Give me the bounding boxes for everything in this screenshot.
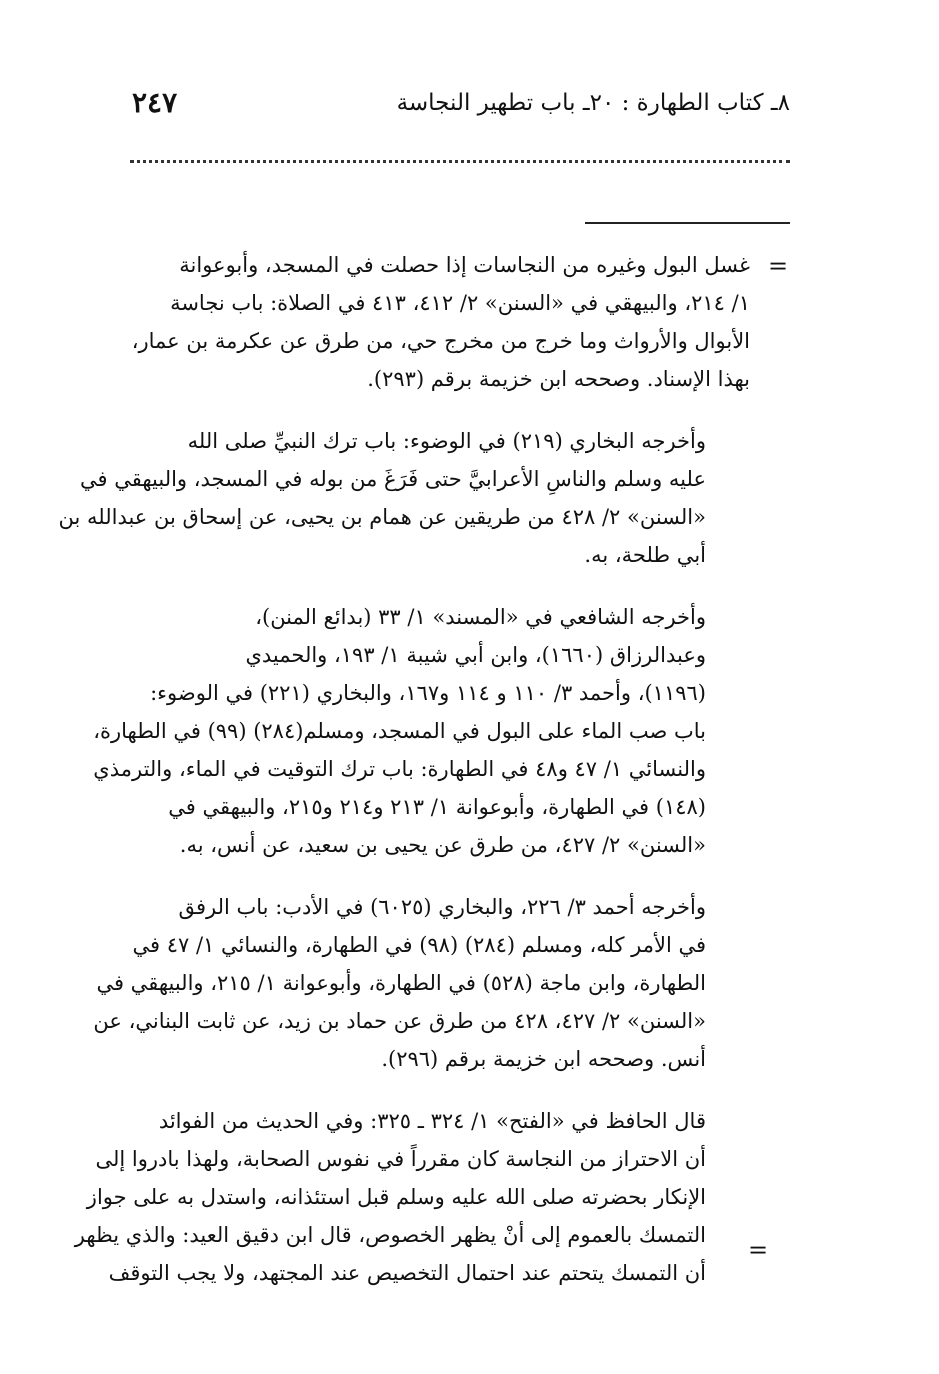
text-line: وعبدالرزاق (١٦٦٠)، وابن أبي شيبة ١/ ١٩٣، والحميدي [245,643,706,667]
text-line: قال الحافظ في «الفتح» ١/ ٣٢٤ ـ ٣٢٥: وفي الحديث من الفوائد [158,1109,706,1133]
text-line: وأخرجه البخاري (٢١٩) في الوضوء: باب ترك النبيِّ صلى الله [187,429,706,453]
text-line: وأخرجه أحمد ٣/ ٢٢٦، والبخاري (٦٠٢٥) في الأدب: باب الرفق [178,895,706,919]
text-line: (١١٩٦)، وأحمد ٣/ ١١٠ و ١١٤ و١٦٧، والبخاري (٢٢١) في الوضوء: [150,681,706,705]
page-number: ٢٤٧ [132,86,178,119]
running-title: ٨ـ كتاب الطهارة : ٢٠ـ باب تطهير النجاسة [396,90,790,116]
paragraph-4 [93,888,750,1078]
page-header [120,82,790,132]
paragraph-1 [130,246,750,398]
text-line: أن الاحتراز من النجاسة كان مقرراً في نفوس الصحابة، ولهذا بادروا إلى [95,1147,706,1171]
paragraph-5 [74,1102,750,1292]
text-line: الإنكار بحضرته صلى الله عليه وسلم قبل استئذانه، واستدل به على جواز [86,1185,706,1209]
text-line: الأبوال والأرواث وما خرج من مخرج حي، من طرق عن عكرمة بن عمار، [131,329,750,353]
text-line: التمسك بالعموم إلى أنْ يظهر الخصوص، قال ابن دقيق العيد: والذي يظهر [74,1223,706,1247]
text-line: باب صب الماء على البول في المسجد، ومسلم(٢٨٤) (٩٩) في الطهارة، [93,719,706,743]
footnote-separator [585,222,790,224]
footnote-body [58,246,750,1316]
paragraph-3 [93,598,750,864]
text-line: «السنن» ٢/ ٤٢٧، ٤٢٨ من طرق عن حماد بن زيد، عن ثابت البناني، عن [93,1009,706,1033]
dotted-separator [130,160,790,163]
text-line: «السنن» ٢/ ٤٢٧، من طرق عن يحيى بن سعيد، عن أنس، به. [179,833,706,857]
continuation-mark-start: = [768,252,789,280]
text-line: أنس. وصححه ابن خزيمة برقم (٢٩٦). [381,1047,706,1071]
text-line: أبي طلحة، به. [584,543,706,567]
paragraph-2 [58,422,750,574]
text-line: غسل البول وغيره من النجاسات إذا حصلت في المسجد، وأبوعوانة [179,253,750,277]
text-line: الطهارة، وابن ماجة (٥٢٨) في الطهارة، وأبوعوانة ١/ ٢١٥، والبيهقي في [96,971,706,995]
text-line: «السنن» ٢/ ٤٢٨ من طريقين عن همام بن يحيى، عن إسحاق بن عبدالله بن [58,505,706,529]
text-line: عليه وسلم والناسِ الأعرابيَّ حتى فَرَغَ من بوله في المسجد، والبيهقي في [80,467,706,491]
text-line: في الأمر كله، ومسلم (٢٨٤) (٩٨) في الطهارة، والنسائي ١/ ٤٧ في [132,933,706,957]
text-line: والنسائي ١/ ٤٧ و٤٨ في الطهارة: باب ترك التوقيت في الماء، والترمذي [93,757,706,781]
text-line: أن التمسك يتحتم عند احتمال التخصيص عند المجتهد، ولا يجب التوقف [108,1261,706,1285]
text-line: بهذا الإسناد. وصححه ابن خزيمة برقم (٢٩٣). [367,367,750,391]
text-line: وأخرجه الشافعي في «المسند» ١/ ٣٣ (بدائع المنن)، [255,605,706,629]
text-line: ١/ ٢١٤، والبيهقي في «السنن» ٢/ ٤١٢، ٤١٣ في الصلاة: باب نجاسة [170,291,750,315]
continuation-mark-end: = [748,1236,769,1264]
text-line: (١٤٨) في الطهارة، وأبوعوانة ١/ ٢١٣ و٢١٤ و٢١٥، والبيهقي في [168,795,706,819]
